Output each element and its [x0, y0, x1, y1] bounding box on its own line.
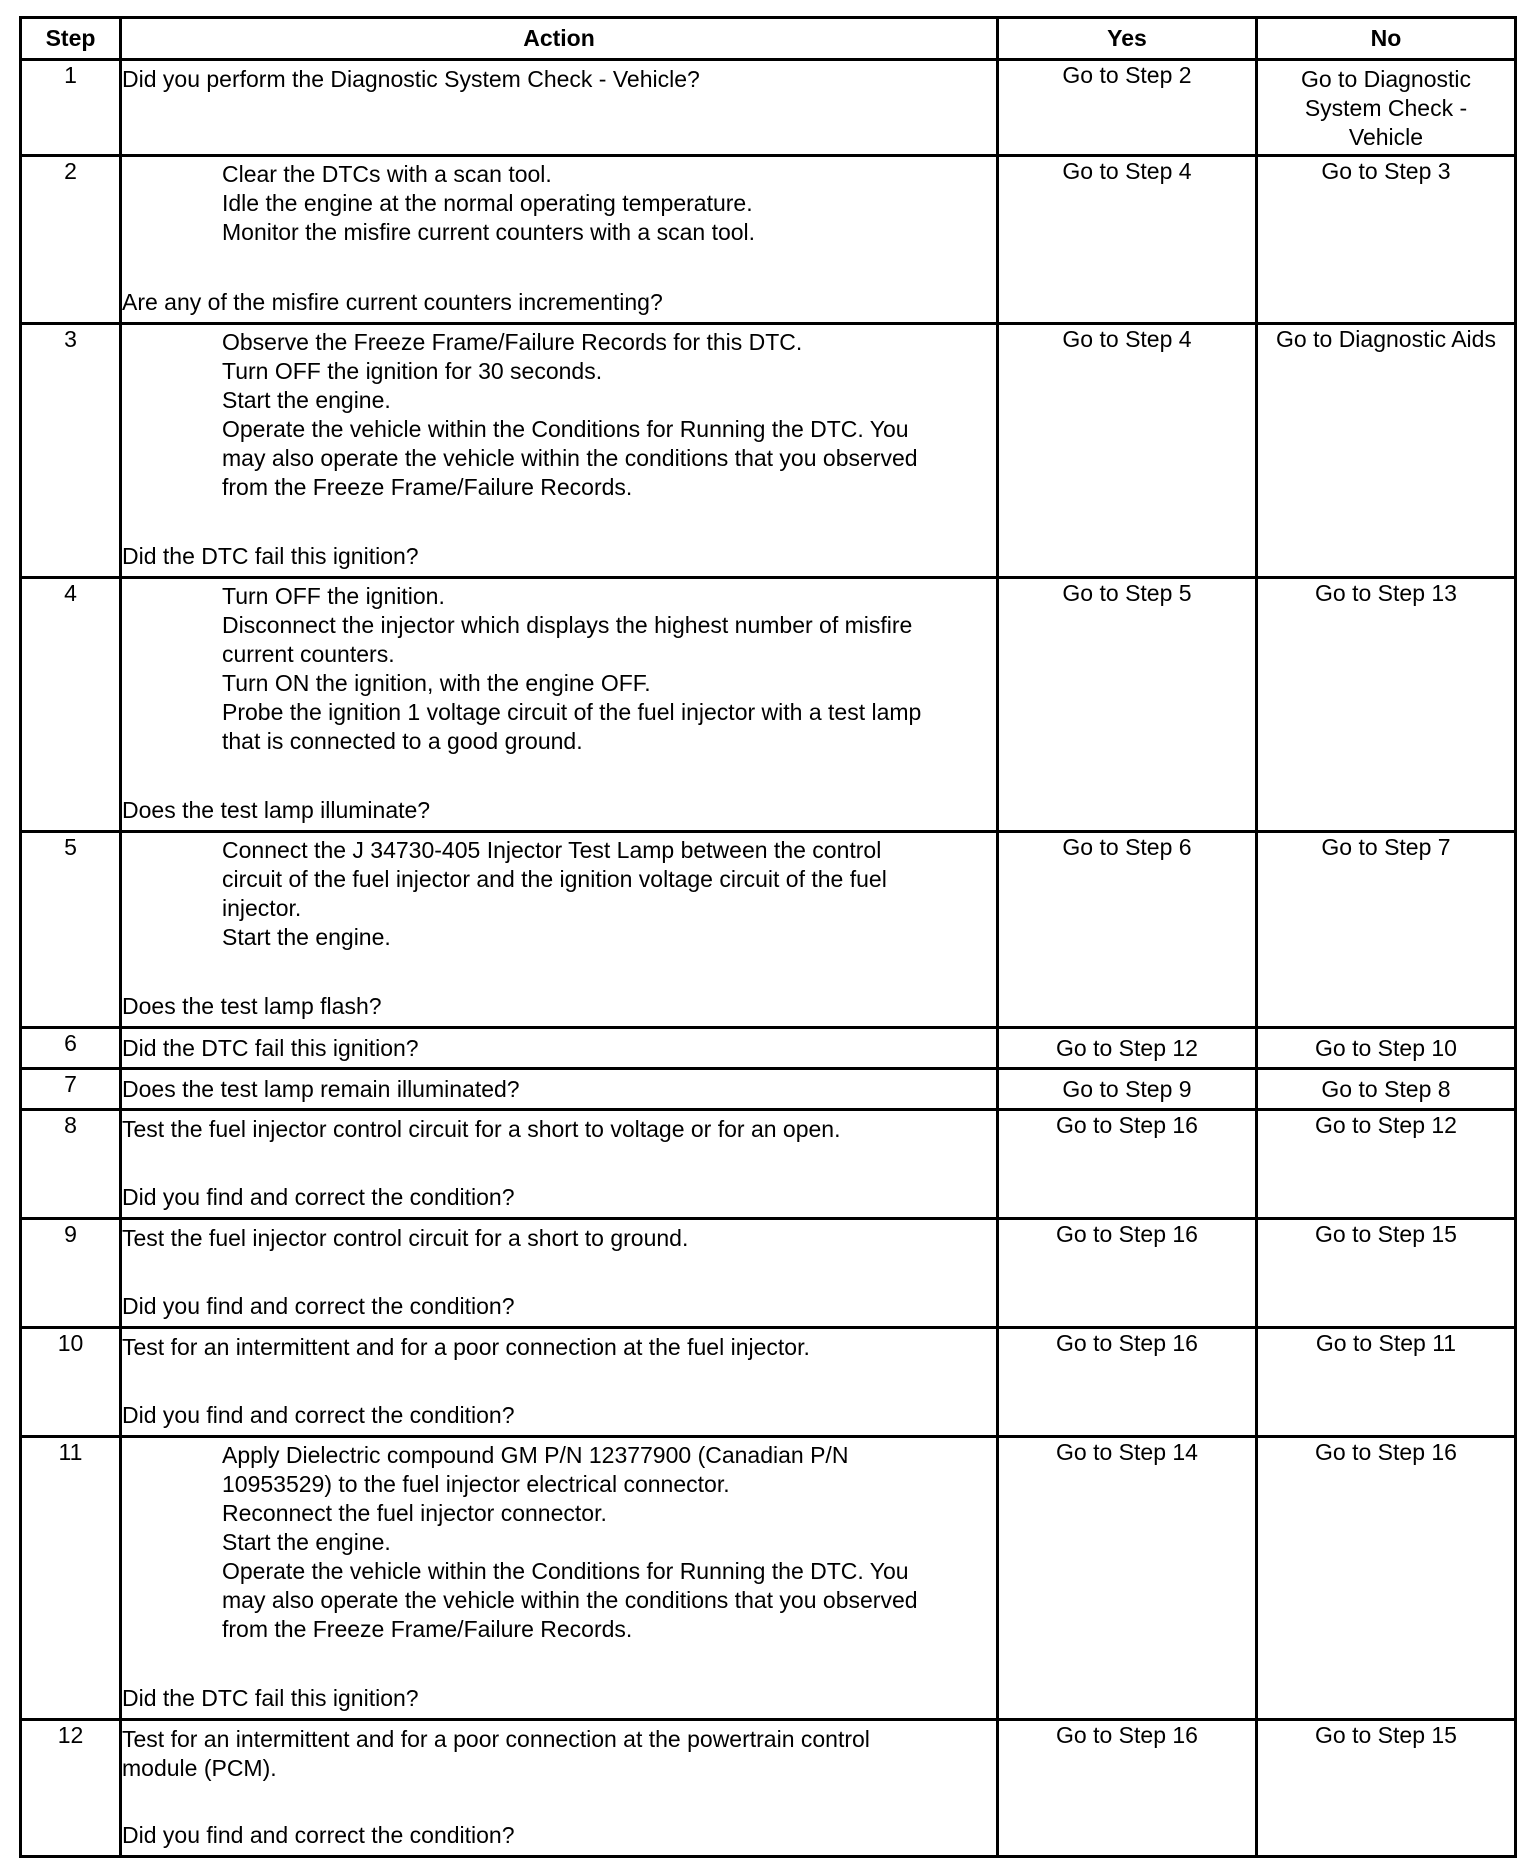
step-number: 4: [21, 578, 121, 832]
action-question: Did you find and correct the condition?: [122, 1293, 515, 1319]
action-cell: [121, 1028, 998, 1069]
table-row: [21, 1437, 1516, 1720]
yes-result: Go to Step 16: [998, 1110, 1257, 1219]
instruction-list: [122, 157, 996, 247]
instruction-line: current counters.: [222, 641, 395, 667]
instruction-line: may also operate the vehicle within the conditions that you observed: [222, 1587, 918, 1613]
action-cell: [121, 60, 998, 156]
no-result: [1257, 60, 1516, 156]
instruction-line: 10953529) to the fuel injector electrical connector.: [222, 1471, 730, 1497]
no-result: Go to Step 11: [1257, 1328, 1516, 1437]
table-row: [21, 1069, 1516, 1110]
action-question: Did the DTC fail this ignition?: [122, 1034, 419, 1061]
step-number: 11: [21, 1437, 121, 1720]
action-lead: [122, 1721, 996, 1785]
no-result-line: Go to Diagnostic: [1300, 66, 1472, 92]
yes-result: Go to Step 4: [998, 324, 1257, 578]
no-result: Go to Diagnostic Aids: [1257, 324, 1516, 578]
step-number: 6: [21, 1028, 121, 1069]
yes-result: Go to Step 14: [998, 1437, 1257, 1720]
no-result: Go to Step 10: [1257, 1028, 1516, 1069]
instruction-line: Operate the vehicle within the Conditions for Running the DTC. You: [222, 1558, 909, 1584]
instruction-line: Probe the ignition 1 voltage circuit of the fuel injector with a test lamp: [222, 699, 922, 725]
no-result: Go to Step 7: [1257, 832, 1516, 1028]
step-number: 12: [21, 1720, 121, 1857]
action-lead: Test the fuel injector control circuit for a short to ground.: [122, 1225, 689, 1251]
no-result: Go to Step 8: [1257, 1069, 1516, 1110]
table-row: [21, 324, 1516, 578]
instruction-line: that is connected to a good ground.: [222, 728, 583, 754]
action-cell: [121, 1720, 998, 1857]
no-result: Go to Step 15: [1257, 1720, 1516, 1857]
instruction-line: Disconnect the injector which displays the highest number of misfire: [222, 612, 913, 638]
yes-result: Go to Step 5: [998, 578, 1257, 832]
no-result: Go to Step 12: [1257, 1110, 1516, 1219]
action-question: Did you perform the Diagnostic System Check - Vehicle?: [122, 66, 700, 92]
yes-result: Go to Step 16: [998, 1219, 1257, 1328]
yes-result: Go to Step 2: [998, 60, 1257, 156]
table-row: [21, 1328, 1516, 1437]
table-row: [21, 60, 1516, 156]
action-lead-line: Test for an intermittent and for a poor connection at the powertrain control: [122, 1726, 870, 1752]
instruction-line: Observe the Freeze Frame/Failure Records for this DTC.: [222, 329, 803, 355]
action-question: Are any of the misfire current counters incrementing?: [122, 289, 663, 315]
instruction-line: Connect the J 34730-405 Injector Test Lamp between the control: [222, 837, 882, 863]
header-step: Step: [21, 18, 121, 60]
instruction-line: Clear the DTCs with a scan tool.: [222, 161, 552, 187]
header-yes: Yes: [998, 18, 1257, 60]
header-row: [21, 18, 1516, 60]
table-row: [21, 578, 1516, 832]
instruction-line: from the Freeze Frame/Failure Records.: [222, 474, 633, 500]
table-row: [21, 1219, 1516, 1328]
table-row: [21, 832, 1516, 1028]
table-row: [21, 1028, 1516, 1069]
action-cell: [121, 1219, 998, 1328]
table-row: [21, 1110, 1516, 1219]
yes-result: Go to Step 16: [998, 1328, 1257, 1437]
yes-result: Go to Step 6: [998, 832, 1257, 1028]
diagnostic-table: [19, 16, 1517, 1858]
step-number: 3: [21, 324, 121, 578]
action-question: Did you find and correct the condition?: [122, 1184, 515, 1210]
header-no: No: [1257, 18, 1516, 60]
instruction-line: circuit of the fuel injector and the ignition voltage circuit of the fuel: [222, 866, 887, 892]
no-result-line: System Check -: [1304, 95, 1468, 121]
instruction-line: Operate the vehicle within the Conditions for Running the DTC. You: [222, 416, 909, 442]
step-number: 1: [21, 60, 121, 156]
action-question: Does the test lamp illuminate?: [122, 797, 431, 823]
instruction-line: Turn ON the ignition, with the engine OFF.: [222, 670, 651, 696]
instruction-line: Reconnect the fuel injector connector.: [222, 1500, 607, 1526]
step-number: 9: [21, 1219, 121, 1328]
action-lead: Test the fuel injector control circuit for a short to voltage or for an open.: [122, 1116, 841, 1142]
instruction-line: may also operate the vehicle within the conditions that you observed: [222, 445, 918, 471]
action-cell: [121, 1437, 998, 1720]
no-result: Go to Step 15: [1257, 1219, 1516, 1328]
action-cell: [121, 1328, 998, 1437]
action-cell: [121, 324, 998, 578]
action-lead-line: module (PCM).: [122, 1755, 277, 1781]
instruction-list: [122, 833, 996, 952]
instruction-line: from the Freeze Frame/Failure Records.: [222, 1616, 633, 1642]
step-number: 7: [21, 1069, 121, 1110]
step-number: 2: [21, 156, 121, 324]
action-question: Did the DTC fail this ignition?: [122, 1685, 419, 1711]
no-result-line: Vehicle: [1348, 124, 1424, 150]
action-question: Does the test lamp flash?: [122, 993, 382, 1019]
action-cell: [121, 156, 998, 324]
header-action: Action: [121, 18, 998, 60]
action-lead: Test for an intermittent and for a poor connection at the fuel injector.: [122, 1334, 810, 1360]
no-result: Go to Step 3: [1257, 156, 1516, 324]
yes-result: Go to Step 12: [998, 1028, 1257, 1069]
action-cell: [121, 1069, 998, 1110]
action-question: Did the DTC fail this ignition?: [122, 543, 419, 569]
action-cell: [121, 832, 998, 1028]
action-cell: [121, 578, 998, 832]
instruction-line: Turn OFF the ignition.: [222, 583, 445, 609]
instruction-line: Monitor the misfire current counters with a scan tool.: [222, 219, 756, 245]
action-cell: [121, 1110, 998, 1219]
table-row: [21, 156, 1516, 324]
yes-result: Go to Step 16: [998, 1720, 1257, 1857]
no-result: Go to Step 13: [1257, 578, 1516, 832]
step-number: 8: [21, 1110, 121, 1219]
table-row: [21, 1720, 1516, 1857]
instruction-line: Turn OFF the ignition for 30 seconds.: [222, 358, 603, 384]
instruction-list: [122, 1438, 996, 1644]
action-question: Did you find and correct the condition?: [122, 1822, 515, 1848]
instruction-list: [122, 325, 996, 502]
no-result: Go to Step 16: [1257, 1437, 1516, 1720]
instruction-line: Idle the engine at the normal operating temperature.: [222, 190, 753, 216]
instruction-line: injector.: [222, 895, 302, 921]
action-question: Does the test lamp remain illuminated?: [122, 1075, 520, 1102]
instruction-line: Start the engine.: [222, 1529, 391, 1555]
instruction-line: Start the engine.: [222, 924, 391, 950]
yes-result: Go to Step 4: [998, 156, 1257, 324]
instruction-list: [122, 579, 996, 756]
diagnostic-table-container: [19, 16, 1514, 1850]
yes-result: Go to Step 9: [998, 1069, 1257, 1110]
step-number: 5: [21, 832, 121, 1028]
instruction-line: Apply Dielectric compound GM P/N 12377900 (Canadian P/N: [222, 1442, 849, 1468]
instruction-line: Start the engine.: [222, 387, 391, 413]
step-number: 10: [21, 1328, 121, 1437]
action-question: Did you find and correct the condition?: [122, 1402, 515, 1428]
